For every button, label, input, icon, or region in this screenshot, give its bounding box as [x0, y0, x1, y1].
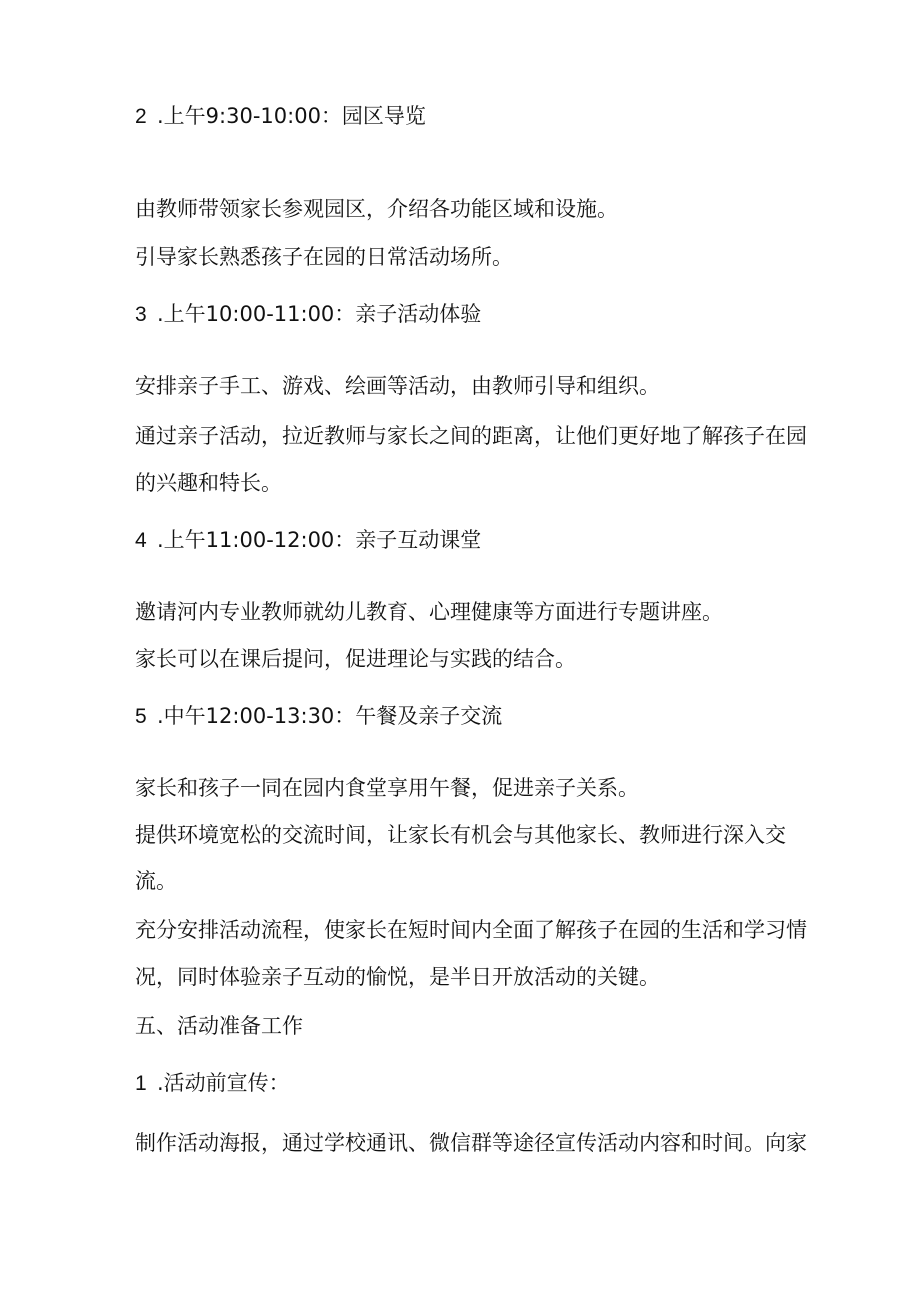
item-3-heading — [135, 299, 481, 330]
paragraph: 的兴趣和特长。 — [135, 471, 282, 495]
item-number: 2 — [135, 105, 147, 128]
paragraph: 流。 — [135, 869, 177, 893]
paragraph: 通过亲子活动，拉近教师与家长之间的距离，让他们更好地了解孩子在园 — [135, 424, 807, 448]
section-heading: 五、活动准备工作 — [135, 1014, 303, 1038]
paragraph: 充分安排活动流程，使家长在短时间内全面了解孩子在园的生活和学习情 — [135, 918, 807, 942]
paragraph: 家长可以在课后提问，促进理论与实践的结合。 — [135, 647, 576, 671]
item-number: 1 — [135, 1072, 147, 1095]
item-number: 3 — [135, 303, 147, 326]
item-1-heading — [135, 1068, 290, 1099]
paragraph: 安排亲子手工、游戏、绘画等活动，由教师引导和组织。 — [135, 374, 660, 398]
item-number: 5 — [135, 705, 147, 728]
item-5-heading — [135, 701, 502, 732]
item-4-heading — [135, 525, 481, 556]
paragraph: 况，同时体验亲子互动的愉悦，是半日开放活动的关键。 — [135, 965, 660, 989]
heading-text: .上午9:30-10:00：园区导览 — [157, 104, 426, 128]
paragraph: 制作活动海报，通过学校通讯、微信群等途径宣传活动内容和时间。向家 — [135, 1131, 807, 1155]
heading-text: .上午11:00-12:00：亲子互动课堂 — [157, 528, 482, 552]
heading-text: .上午10:00-11:00：亲子活动体验 — [157, 302, 482, 326]
paragraph: 引导家长熟悉孩子在园的日常活动场所。 — [135, 245, 513, 269]
heading-text: .活动前宣传： — [157, 1071, 290, 1095]
paragraph: 提供环境宽松的交流时间，让家长有机会与其他家长、教师进行深入交 — [135, 823, 786, 847]
paragraph: 家长和孩子一同在园内食堂享用午餐，促进亲子关系。 — [135, 776, 639, 800]
item-2-heading — [135, 101, 426, 132]
paragraph: 邀请河内专业教师就幼儿教育、心理健康等方面进行专题讲座。 — [135, 600, 723, 624]
paragraph: 由教师带领家长参观园区，介绍各功能区域和设施。 — [135, 197, 618, 221]
heading-text: .中午12:00-13:30：午餐及亲子交流 — [157, 704, 503, 728]
item-number: 4 — [135, 529, 147, 552]
